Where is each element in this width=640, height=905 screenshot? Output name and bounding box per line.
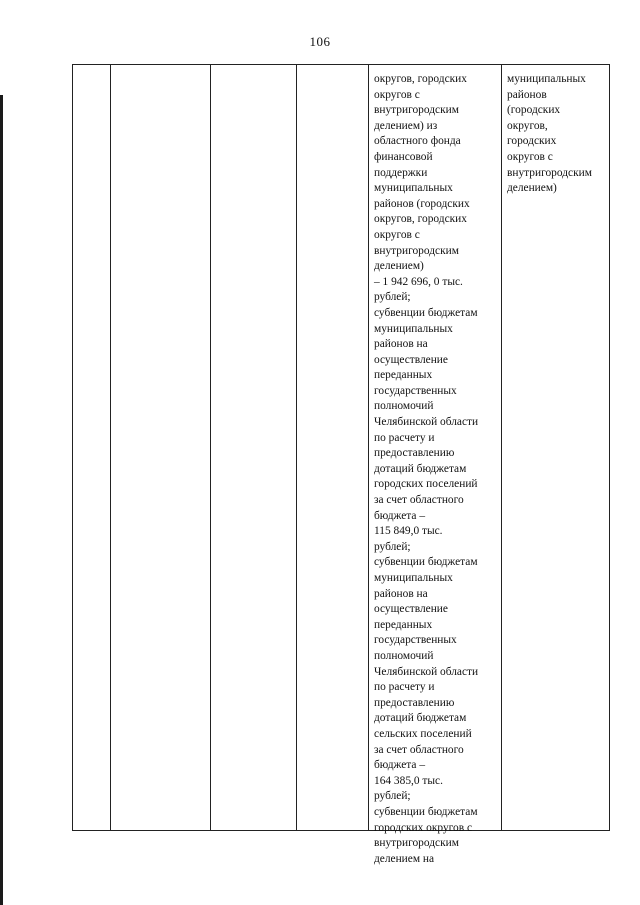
table-column-border	[368, 65, 369, 830]
scan-edge	[0, 95, 3, 905]
page-number: 106	[309, 34, 331, 49]
table-column-border	[72, 65, 73, 830]
table	[72, 64, 610, 865]
table-column-border	[296, 65, 297, 830]
table-cell-subsidies: округов, городских округов с внутригородским делением) из областного фонда финансовой поддержки муниципальных районов (городских округов, городских округов с внутригородским делением) – 1 942 696, 0 тыс. рублей; субвенции бюджетам муниципальных районов на осуществление переданных государственных полномочий Челябинской области по расчету и предоставлению дотаций бюджетам городских поселений за счет областного бюджета – 115 849,0 тыс. рублей; субвенции бюджетам муниципальных районов на осуществление переданных государственных полномочий Челябинской области по расчету и предоставлению дотаций бюджетам сельских поселений за счет областного бюджета – 164 385,0 тыс. рублей; субвенции бюджетам городских округов с внутригородским делением на	[374, 73, 479, 865]
table-cell-recipients: муниципальных районов (городских округов, городских округов с внутригородским делением)	[507, 73, 592, 195]
table-column-border	[110, 65, 111, 830]
table-column-border	[210, 65, 211, 830]
